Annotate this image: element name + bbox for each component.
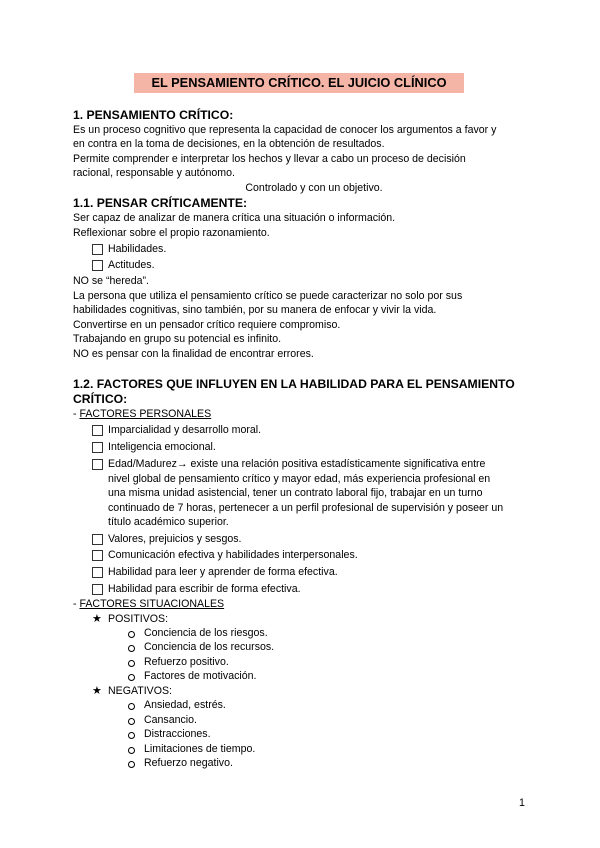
positive-factors-label: POSITIVOS:	[108, 613, 169, 625]
page-number: 1	[519, 797, 525, 809]
circle-bullet-icon	[128, 747, 135, 754]
circle-bullet-icon	[128, 631, 135, 638]
circle-bullet-icon	[128, 703, 135, 710]
paragraph-line: Trabajando en grupo su potencial es infinito.	[73, 333, 282, 345]
list-item: Factores de motivación.	[144, 670, 257, 682]
checklist-item: Valores, prejuicios y sesgos.	[108, 533, 242, 545]
circle-bullet-icon	[128, 660, 135, 667]
list-item: Distracciones.	[144, 728, 211, 740]
paragraph-line: racional, responsable y autónomo.	[73, 167, 235, 179]
paragraph-line: Reflexionar sobre el propio razonamiento.	[73, 227, 270, 239]
checkbox-icon	[92, 459, 103, 470]
checklist-item: Edad/Madurez→ existe una relación positiva estadísticamente significativa entre	[108, 458, 486, 470]
paragraph-line: NO es pensar con la finalidad de encontrar errores.	[73, 348, 314, 360]
list-item: Ansiedad, estrés.	[144, 699, 226, 711]
checklist-item: Imparcialidad y desarrollo moral.	[108, 424, 262, 436]
checkbox-icon	[92, 244, 103, 255]
checklist-item: Inteligencia emocional.	[108, 441, 216, 453]
checklist-item-cont: continuado de 7 horas, pertenecer a un perfil profesional de supervisión y poseer un	[108, 502, 504, 514]
section-1-2-heading: 1.2. FACTORES QUE INFLUYEN EN LA HABILIDAD PARA EL PENSAMIENTO	[73, 377, 515, 391]
checkbox-icon	[92, 425, 103, 436]
section-1-1-heading: 1.1. PENSAR CRÍTICAMENTE:	[73, 196, 248, 210]
checklist-item: Habilidad para escribir de forma efectiva.	[108, 583, 301, 595]
checkbox-icon	[92, 442, 103, 453]
section-1-heading: 1. PENSAMIENTO CRÍTICO:	[73, 108, 234, 122]
checkbox-icon	[92, 550, 103, 561]
checklist-item-cont: título académico superior.	[108, 516, 229, 528]
list-dash: -	[73, 598, 80, 610]
circle-bullet-icon	[128, 732, 135, 739]
checkbox-icon	[92, 260, 103, 271]
paragraph-line: Es un proceso cognitivo que representa la capacidad de conocer los argumentos a favor y	[73, 124, 497, 136]
negative-factors-label: NEGATIVOS:	[108, 685, 172, 697]
checkbox-icon	[92, 534, 103, 545]
list-item: Limitaciones de tiempo.	[144, 743, 256, 755]
checkbox-icon	[92, 567, 103, 578]
star-bullet-icon: ★	[92, 685, 102, 697]
checklist-item: Comunicación efectiva y habilidades interpersonales.	[108, 549, 358, 561]
star-bullet-icon: ★	[92, 613, 102, 625]
paragraph-line: habilidades cognitivas, sino también, por su manera de enfocar y vivir la vida.	[73, 304, 437, 316]
document-title: EL PENSAMIENTO CRÍTICO. EL JUICIO CLÍNICO	[134, 73, 464, 93]
circle-bullet-icon	[128, 674, 135, 681]
personal-factors-label	[73, 408, 211, 421]
paragraph-line: en contra en la toma de decisiones, en la obtención de resultados.	[73, 138, 385, 150]
paragraph-line: Permite comprender e interpretar los hechos y llevar a cabo un proceso de decisión	[73, 153, 466, 165]
checkbox-icon	[92, 584, 103, 595]
checklist-item-cont: una misma unidad asistencial, tener un contrato laboral fijo, trabajar en un turno	[108, 487, 483, 499]
list-item: Refuerzo negativo.	[144, 757, 233, 769]
list-item: Refuerzo positivo.	[144, 656, 229, 668]
checklist-item-cont: nivel global de pensamiento crítico y mayor edad, más experiencia profesional en	[108, 473, 491, 485]
paragraph-line: Ser capaz de analizar de manera crítica una situación o información.	[73, 212, 396, 224]
list-item: Conciencia de los recursos.	[144, 641, 275, 653]
checklist-item: Actitudes.	[108, 259, 155, 271]
list-item: Conciencia de los riesgos.	[144, 627, 268, 639]
circle-bullet-icon	[128, 718, 135, 725]
paragraph-line: La persona que utiliza el pensamiento crítico se puede caracterizar no solo por sus	[73, 290, 463, 302]
list-item: Cansancio.	[144, 714, 197, 726]
circle-bullet-icon	[128, 761, 135, 768]
situational-factors-title: FACTORES SITUACIONALES	[79, 598, 225, 610]
checklist-item: Habilidad para leer y aprender de forma efectiva.	[108, 566, 338, 578]
paragraph-line: NO se “hereda”.	[73, 275, 149, 287]
situational-factors-label	[73, 598, 224, 611]
centered-note: Controlado y con un objetivo.	[245, 182, 383, 194]
circle-bullet-icon	[128, 645, 135, 652]
list-dash: -	[73, 408, 80, 420]
paragraph-line: Convertirse en un pensador crítico requiere compromiso.	[73, 319, 341, 331]
checklist-item: Habilidades.	[108, 243, 167, 255]
section-1-2-heading-cont: CRÍTICO:	[73, 392, 128, 406]
personal-factors-title: FACTORES PERSONALES	[79, 408, 212, 420]
